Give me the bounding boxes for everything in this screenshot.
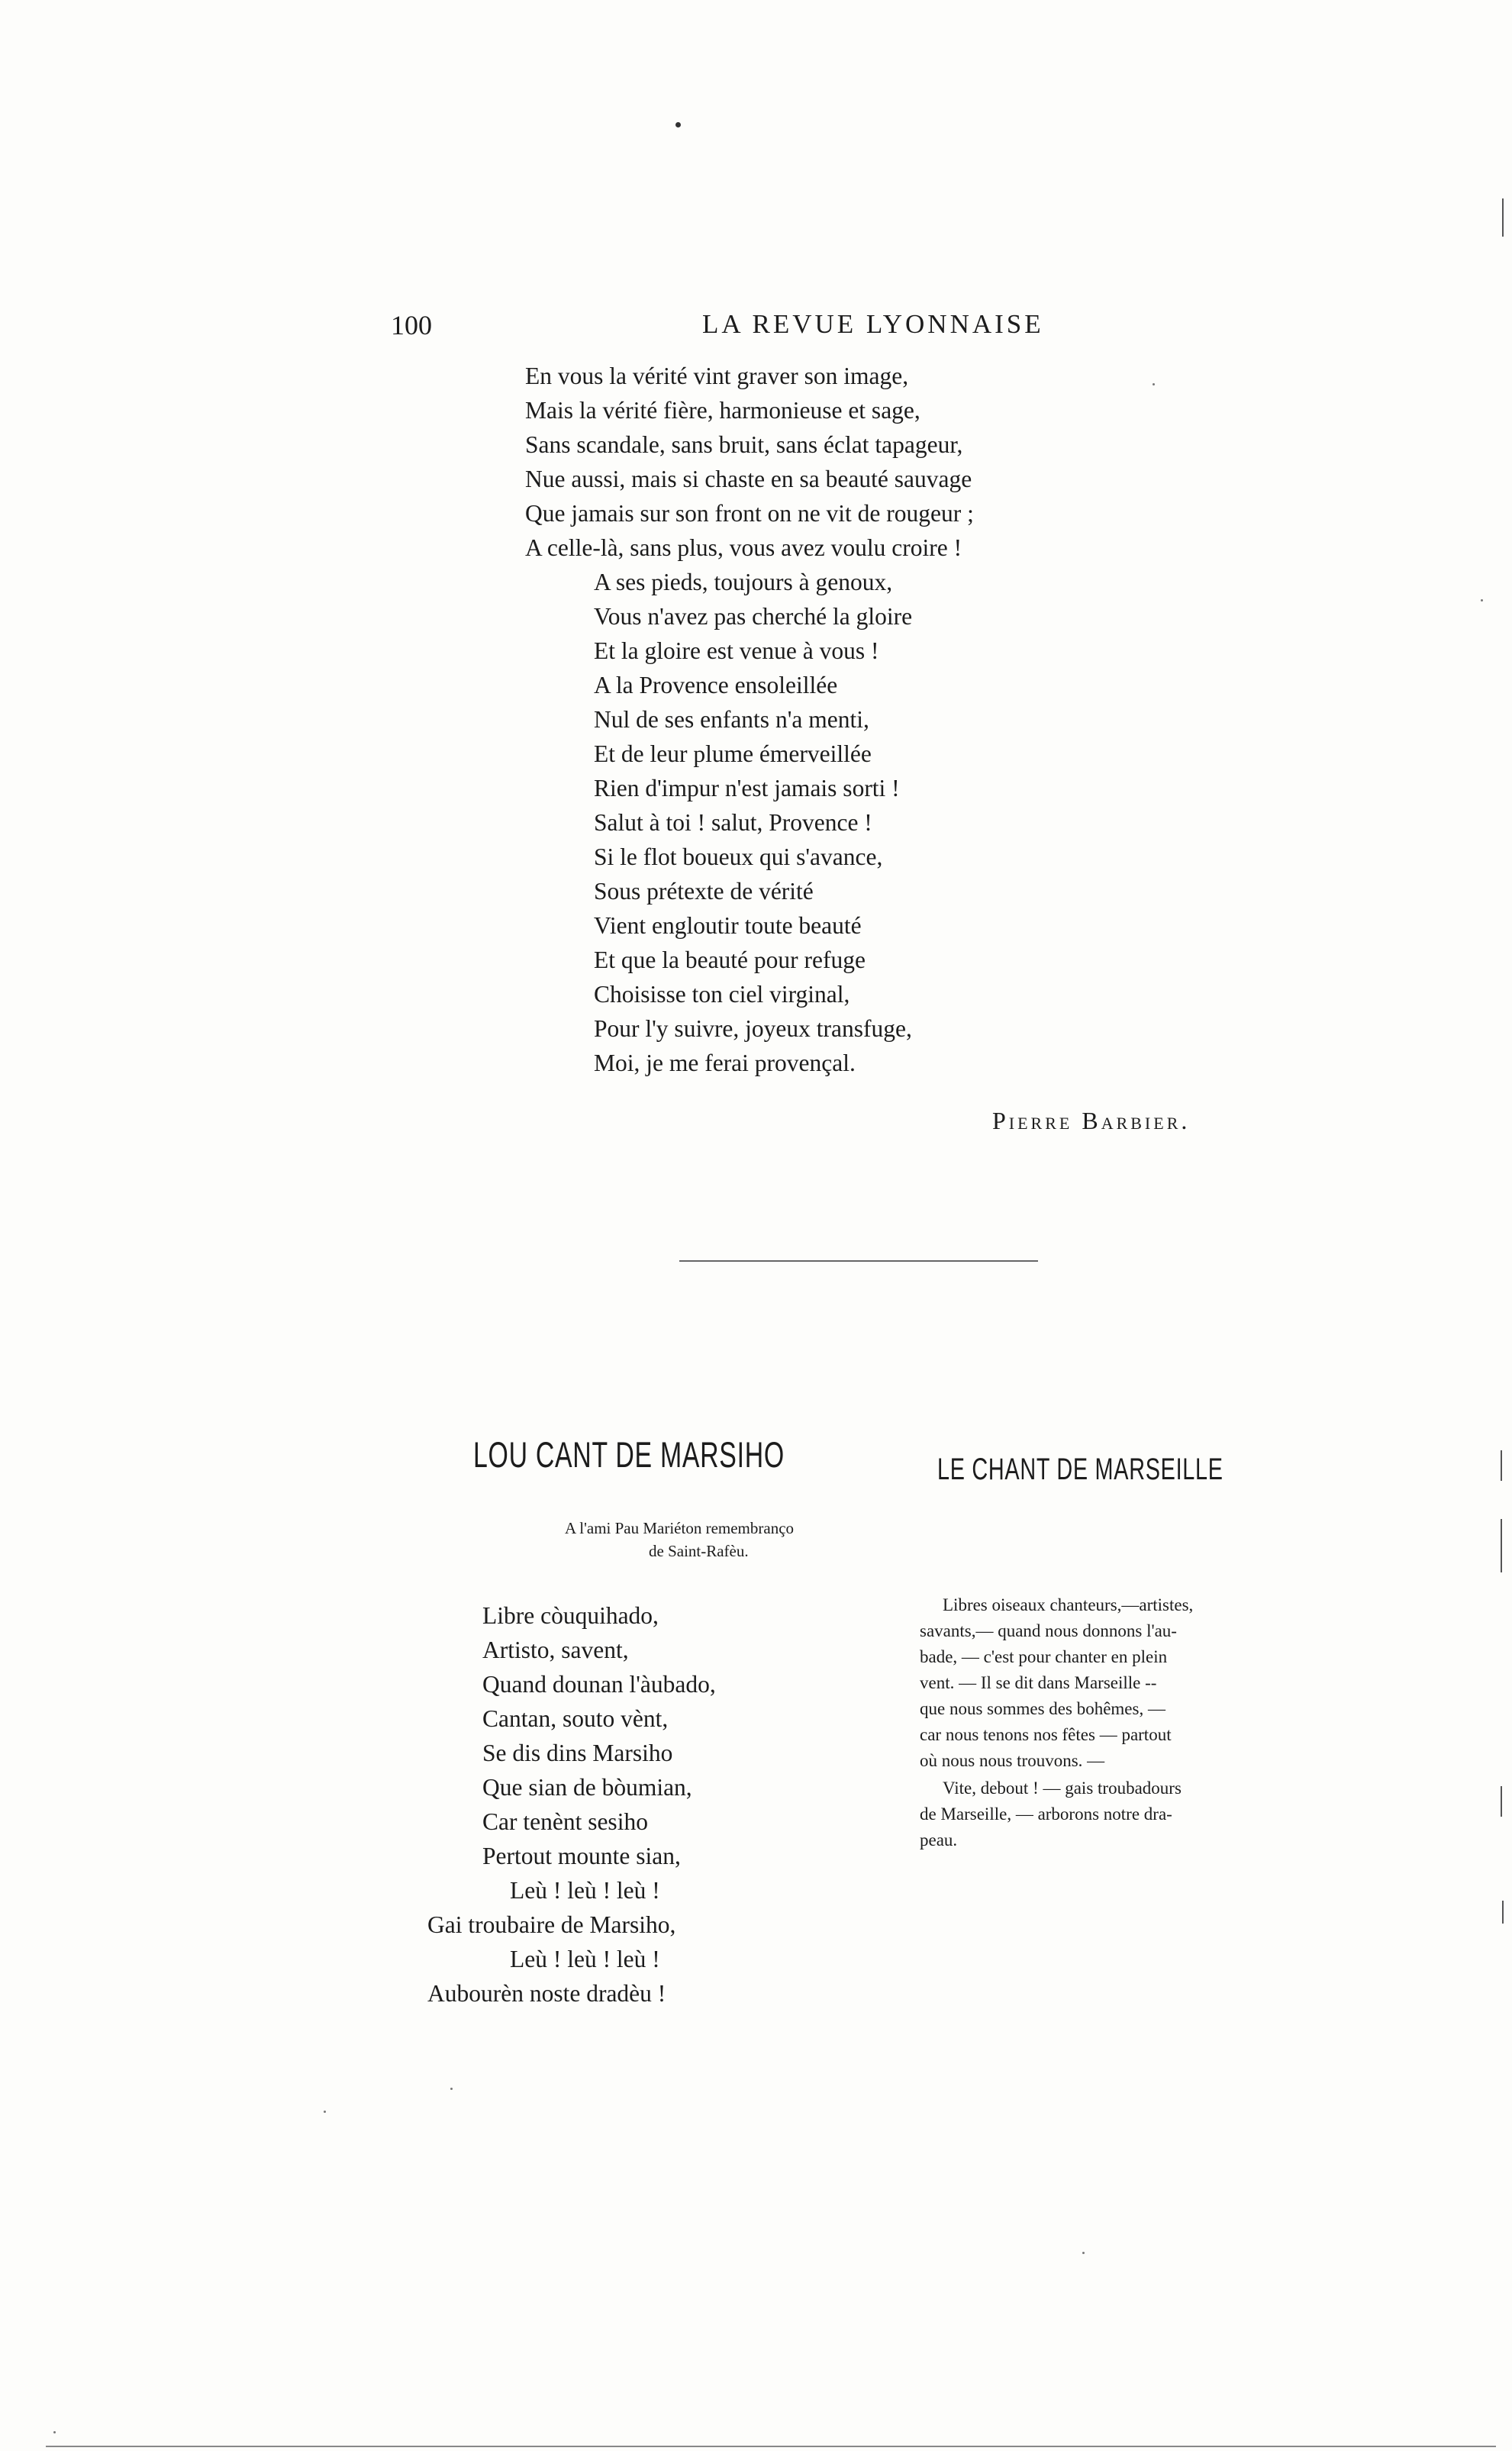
poem-line: Et la gloire est venue à vous ! (594, 637, 879, 664)
section-divider (679, 1260, 1038, 1262)
edge-mark (1501, 1519, 1502, 1572)
poem-line: Sous prétexte de vérité (594, 878, 814, 905)
ink-speck (1082, 2252, 1085, 2254)
poem-line: Et de leur plume émerveillée (594, 740, 872, 767)
poem-line: Que jamais sur son front on ne vit de rougeur ; (525, 500, 974, 527)
page-number: 100 (391, 310, 432, 340)
translation-line: de Marseille, — arborons notre dra- (920, 1804, 1172, 1824)
verse-line: Que sian de bòumian, (482, 1774, 692, 1801)
provencal-title: LOU CANT DE MARSIHO (473, 1434, 785, 1475)
dedication-line-1: A l'ami Pau Mariéton remembranço (565, 1519, 795, 1537)
verse-line: Pertout mounte sian, (482, 1843, 681, 1869)
translation-line: savants,— quand nous donnons l'au- (920, 1621, 1177, 1640)
poem-line: Vous n'avez pas cherché la gloire (594, 603, 913, 630)
verse-line: Se dis dins Marsiho (482, 1740, 673, 1766)
verse-line: Gai troubaire de Marsiho, (427, 1911, 676, 1938)
verse-line: Leù ! leù ! leù ! (510, 1946, 660, 1972)
poem-line: Pour l'y suivre, joyeux transfuge, (594, 1015, 912, 1042)
verse-line: Quand dounan l'àubado, (482, 1671, 716, 1698)
poem-line: A celle-là, sans plus, vous avez voulu croire ! (525, 534, 962, 561)
ink-speck (53, 2431, 56, 2433)
verse-line: Libre còuquihado, (482, 1602, 659, 1629)
dedication-line-2: de Saint-Rafèu. (649, 1542, 749, 1560)
translation-line: Libres oiseaux chanteurs,—artistes, (943, 1595, 1194, 1614)
ink-speck (450, 2088, 453, 2090)
poem-line: Mais la vérité fière, harmonieuse et sage, (525, 397, 920, 424)
poem-line: Nue aussi, mais si chaste en sa beauté sauvage (525, 466, 972, 492)
translation-line: Vite, debout ! — gais troubadours (943, 1779, 1182, 1798)
poem-line: Rien d'impur n'est jamais sorti ! (594, 775, 900, 801)
poem-signature: Pierre Barbier. (992, 1107, 1191, 1134)
edge-mark (1502, 198, 1504, 237)
poem-line: Si le flot boueux qui s'avance, (594, 843, 883, 870)
translation-line: que nous sommes des bohêmes, — (920, 1699, 1165, 1718)
translation-line: peau. (920, 1830, 958, 1850)
running-title: LA REVUE LYONNAISE (702, 309, 1044, 339)
verse-line: Cantan, souto vènt, (482, 1705, 669, 1732)
verse-line: Aubourèn noste dradèu ! (427, 1980, 666, 2007)
translation-line: où nous nous trouvons. — (920, 1751, 1105, 1770)
poem-line: A ses pieds, toujours à genoux, (594, 569, 893, 595)
verse-line: Car tenènt sesiho (482, 1808, 648, 1835)
poem-line: Salut à toi ! salut, Provence ! (594, 809, 872, 836)
ink-dot (675, 122, 681, 127)
poem-line: A la Provence ensoleillée (594, 672, 838, 698)
translation-line: car nous tenons nos fêtes — partout (920, 1725, 1172, 1744)
ink-speck (1153, 383, 1155, 385)
page-bottom-edge (46, 2446, 1496, 2447)
poem-line: Vient engloutir toute beauté (594, 912, 862, 939)
poem-line: Et que la beauté pour refuge (594, 947, 866, 973)
poem-line: Choisisse ton ciel virginal, (594, 981, 850, 1008)
poem-line: Sans scandale, sans bruit, sans éclat tapageur, (525, 431, 963, 458)
ink-speck (324, 2111, 326, 2113)
poem-line: Moi, je me ferai provençal. (594, 1050, 856, 1076)
verse-line: Artisto, savent, (482, 1637, 629, 1663)
poem-line: En vous la vérité vint graver son image, (525, 363, 909, 389)
translation-line: bade, — c'est pour chanter en plein (920, 1647, 1168, 1666)
page-header (0, 309, 1512, 347)
french-title: LE CHANT DE MARSEILLE (937, 1453, 1223, 1486)
verse-line: Leù ! leù ! leù ! (510, 1877, 660, 1904)
edge-mark (1501, 1450, 1502, 1481)
edge-mark (1502, 1901, 1504, 1924)
translation-line: vent. — Il se dit dans Marseille -- (920, 1673, 1157, 1692)
ink-speck (1481, 599, 1483, 601)
poem-line: Nul de ses enfants n'a menti, (594, 706, 869, 733)
edge-mark (1501, 1786, 1502, 1817)
